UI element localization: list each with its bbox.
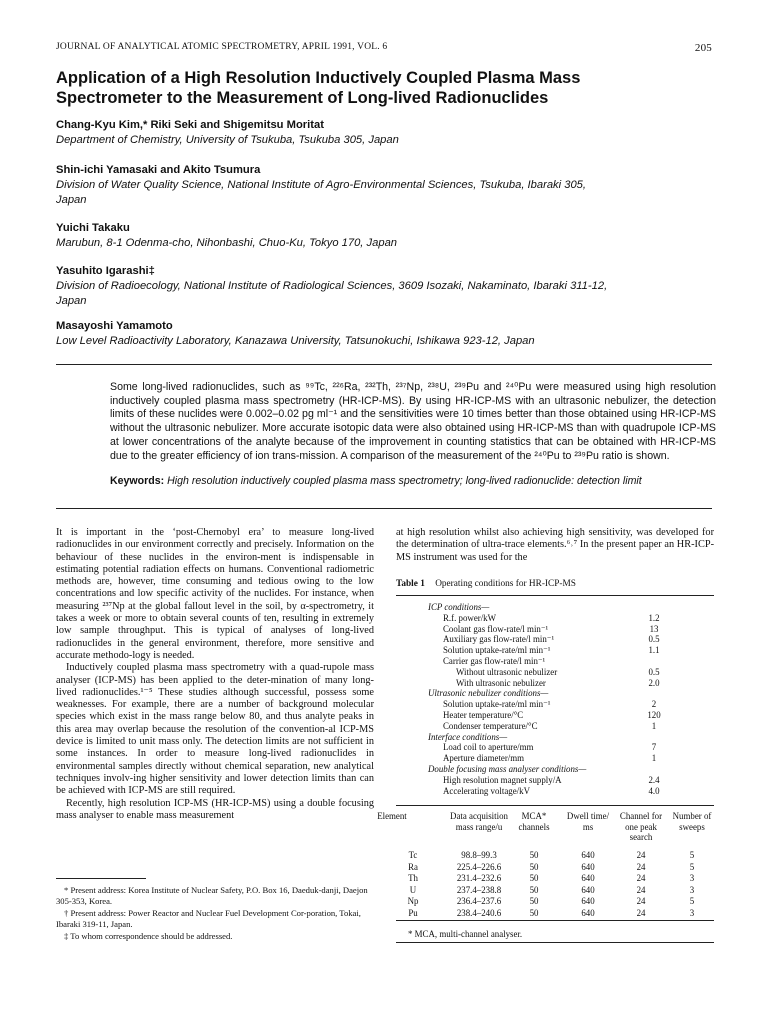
table-cell: 24 xyxy=(636,908,646,918)
condition-label: Aperture diameter/mm xyxy=(443,753,525,764)
table-element-settings xyxy=(377,811,714,921)
condition-label: Without ultrasonic nebulizer xyxy=(456,666,558,677)
page-number: 205 xyxy=(694,42,712,54)
affiliation-line: Marubun, 8-1 Odenma-cho, Nihonbashi, Chuo-Ku, Tokyo 170, Japan xyxy=(56,237,398,249)
condition-value: 0.5 xyxy=(648,634,660,645)
column-header: Data acquisition xyxy=(450,811,508,821)
abstract-text: Some long-lived radionuclides, such as ⁹⁹Tc, ²²⁶Ra, ²³²Th, ²³⁷Np, ²³⁸U, ²³⁹Pu and ²⁴⁰Pu were measured using high resolution inductively coupled plasma mass spectrometry (HR-ICP-MS). By using HR-ICP-MS with an ultrasonic nebulizer, the detection limits of these nuclides were 0.002–0.02 pg ml⁻¹ and the sensitivities were 10 times better than those obtained using HR-ICP-MS without the ultrasonic nebulizer. More accurate isotopic data were also obtained using HR-ICP-MS than with quadrupole ICP-MS at lower concentrations of the analyte because of the improvement in counting statistics that can be obtained with HR-ICP-MS due to the greater efficiency of ion trans-mission. A comparison of the measurement of the ²⁴⁰Pu to ²³⁹Pu ratio is shown. xyxy=(110,381,716,462)
keywords xyxy=(110,475,716,489)
running-head xyxy=(56,42,712,52)
table-cell: 3 xyxy=(689,873,695,884)
author-group-3-names: Yuichi Takaku xyxy=(56,222,130,234)
column-header: Element xyxy=(377,811,407,821)
table-cell: 640 xyxy=(581,861,595,872)
abstract-divider xyxy=(56,508,712,509)
table-cell: 24 xyxy=(636,850,646,860)
title-line-1: Application of a High Resolution Inductively Coupled Plasma Mass xyxy=(56,69,581,87)
author-group-5-affiliation xyxy=(56,334,716,349)
condition-value: 4.0 xyxy=(648,785,660,796)
author-group-1-names: Chang-Kyu Kim,* Riki Seki and Shigemitsu Moritat xyxy=(56,119,324,131)
table-cell: 50 xyxy=(529,850,539,860)
table-bottom-rule xyxy=(396,920,714,921)
condition-label: Condenser temperature/°C xyxy=(443,720,538,731)
table-cell: 640 xyxy=(581,884,595,895)
table-top-rule xyxy=(396,595,714,596)
body-right-column xyxy=(396,527,714,564)
footnote: ‡ To whom correspondence should be addressed. xyxy=(64,930,233,941)
column-header: Dwell time/ xyxy=(566,811,610,821)
author-group-4-affiliation xyxy=(56,279,716,309)
element-symbol: Np xyxy=(407,896,419,907)
body-left-column xyxy=(56,527,374,822)
table-cell: 640 xyxy=(581,873,595,884)
author-group-2-affiliation xyxy=(56,178,716,208)
body-paragraph: Recently, high resolution ICP-MS (HR-ICP-MS) using a double focusing mass analyser to enable mass measurement xyxy=(56,797,374,821)
condition-value: 1.1 xyxy=(648,645,660,656)
condition-value: 120 xyxy=(647,710,661,720)
element-symbol: Tc xyxy=(408,850,418,860)
body-paragraph: at high resolution whilst also achieving high sensitivity, was developed for the determination of ultra-trace elements.⁶˒⁷ In the present paper an HR-ICP-MS instrument was used for the xyxy=(396,527,714,563)
table-cell: 24 xyxy=(636,873,646,884)
condition-label: Interface conditions— xyxy=(428,731,508,742)
table-cell: 640 xyxy=(581,908,595,918)
table-cell: 50 xyxy=(529,884,539,895)
condition-value: 7 xyxy=(651,742,657,753)
journal-citation: JOURNAL OF ANALYTICAL ATOMIC SPECTROMETRY, APRIL 1991, VOL. 6 xyxy=(56,42,388,52)
affiliation-line: Low Level Radioactivity Laboratory, Kanazawa University, Tatsunokuchi, Ishikawa 923-12, Japan xyxy=(56,335,535,347)
condition-label: With ultrasonic nebulizer xyxy=(456,677,546,688)
table-cell: 3 xyxy=(689,908,695,918)
table-cell: 5 xyxy=(689,861,695,872)
column-header: mass range/u xyxy=(455,821,503,832)
body-paragraph: It is important in the ‘post-Chernobyl era’ to measure long-lived radionuclides in our environment correctly and precisely. Information on the behaviour of these nuclides in the environ-ment is indispensable in estimating potential radiation effects on humans. Conventional radiometric methods are, however, time consuming and tedious owing to the low concentrations and low specific activity of the nuclides. For instance, when measuring ²³⁷Np at the global fallout level in the soil, by α-spectrometry, it takes a week or more to obtain several counts of ten, resulting in extremely low sample throughput. This is typical of analyses of long-lived radionuclides in the general environment, therefore, more sensitive and accurate methodo-logy is needed. xyxy=(56,527,374,661)
footnotes xyxy=(56,885,374,942)
condition-label: Solution uptake-rate/ml min⁻¹ xyxy=(443,645,551,656)
table-cell: 236.4–237.6 xyxy=(456,896,502,907)
table-cell: 640 xyxy=(581,850,595,860)
column-header: search xyxy=(629,832,653,842)
keywords-text: High resolution inductively coupled plasma mass spectrometry; long-lived radionuclide: detection limit xyxy=(167,475,642,487)
condition-label: Coolant gas flow-rate/l min⁻¹ xyxy=(443,623,549,634)
column-header: Channel for xyxy=(619,811,663,821)
table-cell: 5 xyxy=(689,850,695,860)
condition-label: R.f. power/kW xyxy=(443,612,496,623)
table-cell: 24 xyxy=(636,896,646,907)
article-title xyxy=(56,68,716,108)
condition-value: 0.5 xyxy=(648,666,660,677)
author-group-5-names: Masayoshi Yamamoto xyxy=(56,320,173,332)
table-cell: 238.4–240.6 xyxy=(456,908,502,918)
column-header: one peak xyxy=(625,821,657,832)
table-cell: 225.4–226.6 xyxy=(456,861,502,872)
column-header: Number of xyxy=(672,811,712,821)
condition-label: Accelerating voltage/kV xyxy=(443,785,530,796)
body-paragraph: Inductively coupled plasma mass spectrometry with a quad-rupole mass analyser (ICP-MS) has been applied to the deter-mination of many long-lived radionuclides.¹⁻⁵ These studies although successful, possess some weaknesses. For example, there are a number of background molecular species which exist in the mass range below 80, and thus analyte peaks in this area may overlap because the resolution of the convention-al ICP-MS device is limited to unit mass only. The detection limits are not sufficient in some instances. In order to measure long-lived radionuclides in environmental samples directly without chemical separation, new analytical techniques involv-ing higher sensitivity and lower detection limits than can be achieved with ICP-MS are still required. xyxy=(56,662,374,797)
keywords-label: Keywords: xyxy=(110,475,165,487)
table-cell: 98.8–99.3 xyxy=(461,850,497,860)
table-cell: 231.4–232.6 xyxy=(456,873,502,884)
table-cell: 5 xyxy=(689,896,695,907)
table-cell: 237.4–238.8 xyxy=(456,884,502,895)
table-cell: 24 xyxy=(636,884,646,895)
condition-value: 2.0 xyxy=(648,677,660,688)
table-label: Table 1 xyxy=(396,579,425,589)
condition-label: Double focusing mass analyser conditions— xyxy=(428,764,587,774)
author-group-2-names: Shin-ichi Yamasaki and Akito Tsumura xyxy=(56,164,261,176)
element-symbol: Th xyxy=(408,873,418,884)
condition-label: ICP conditions— xyxy=(428,602,490,612)
element-symbol: U xyxy=(409,884,417,895)
affiliation-line: Department of Chemistry, University of Tsukuba, Tsukuba 305, Japan xyxy=(56,134,399,146)
table-footnote: * MCA, multi-channel analyser. xyxy=(408,929,523,939)
author-group-4-names: Yasuhito Igarashi‡ xyxy=(56,265,155,277)
condition-label: Auxiliary gas flow-rate/l min⁻¹ xyxy=(443,634,555,645)
table-cell: 50 xyxy=(529,861,539,872)
table-cell: 50 xyxy=(529,896,539,907)
column-header: sweeps xyxy=(679,821,705,832)
condition-label: Ultrasonic nebulizer conditions— xyxy=(428,688,549,699)
abstract xyxy=(110,381,716,463)
table-end-rule xyxy=(396,942,714,943)
affiliation-line: Division of Radioecology, National Institute of Radiological Sciences, 3609 Isozaki, Nakaminato, Ibaraki 311-12, xyxy=(56,280,608,292)
author-group-1-affiliation xyxy=(56,133,716,148)
condition-label: Load coil to aperture/mm xyxy=(443,742,534,753)
column-header: channels xyxy=(518,821,550,832)
element-symbol: Pu xyxy=(408,908,418,918)
table-title: Operating conditions for HR-ICP-MS xyxy=(435,579,576,589)
footnote-divider xyxy=(56,878,146,879)
table-conditions xyxy=(396,602,714,802)
table-cell: 50 xyxy=(529,873,539,884)
condition-label: High resolution magnet supply/A xyxy=(443,774,562,785)
table-mid-rule xyxy=(396,805,714,806)
condition-value: 13 xyxy=(649,623,659,634)
affiliation-line: Japan xyxy=(56,194,87,206)
condition-label: Carrier gas flow-rate/l min⁻¹ xyxy=(443,656,546,666)
footnote: † Present address: Power Reactor and Nuclear Fuel Development Cor-poration, Tokai, Ibaraki 319-11, Japan. xyxy=(56,907,361,930)
column-header: MCA* xyxy=(521,811,547,821)
title-line-2: Spectrometer to the Measurement of Long-lived Radionuclides xyxy=(56,89,549,107)
table-cell: 3 xyxy=(689,884,695,895)
affiliation-line: Division of Water Quality Science, National Institute of Agro-Environmental Sciences, Tsukuba, Ibaraki 305, xyxy=(56,179,587,191)
element-symbol: Ra xyxy=(408,861,418,872)
condition-label: Heater temperature/°C xyxy=(443,710,524,720)
condition-value: 2 xyxy=(651,699,657,710)
author-group-3-affiliation xyxy=(56,236,716,251)
header-divider xyxy=(56,364,712,365)
condition-label: Solution uptake-rate/ml min⁻¹ xyxy=(443,699,551,710)
footnote: * Present address: Korea Institute of Nuclear Safety, P.O. Box 16, Daeduk-danji, Daejon 305-353, Korea. xyxy=(56,885,368,907)
table-cell: 640 xyxy=(581,896,595,907)
condition-value: 1 xyxy=(651,753,657,764)
condition-value: 1 xyxy=(651,720,657,731)
condition-value: 2.4 xyxy=(648,774,660,785)
affiliation-line: Japan xyxy=(56,295,87,307)
condition-value: 1.2 xyxy=(648,612,660,623)
table-cell: 50 xyxy=(529,908,539,918)
table-cell: 24 xyxy=(636,861,646,872)
table-caption xyxy=(396,579,576,589)
column-header: ms xyxy=(582,821,594,832)
